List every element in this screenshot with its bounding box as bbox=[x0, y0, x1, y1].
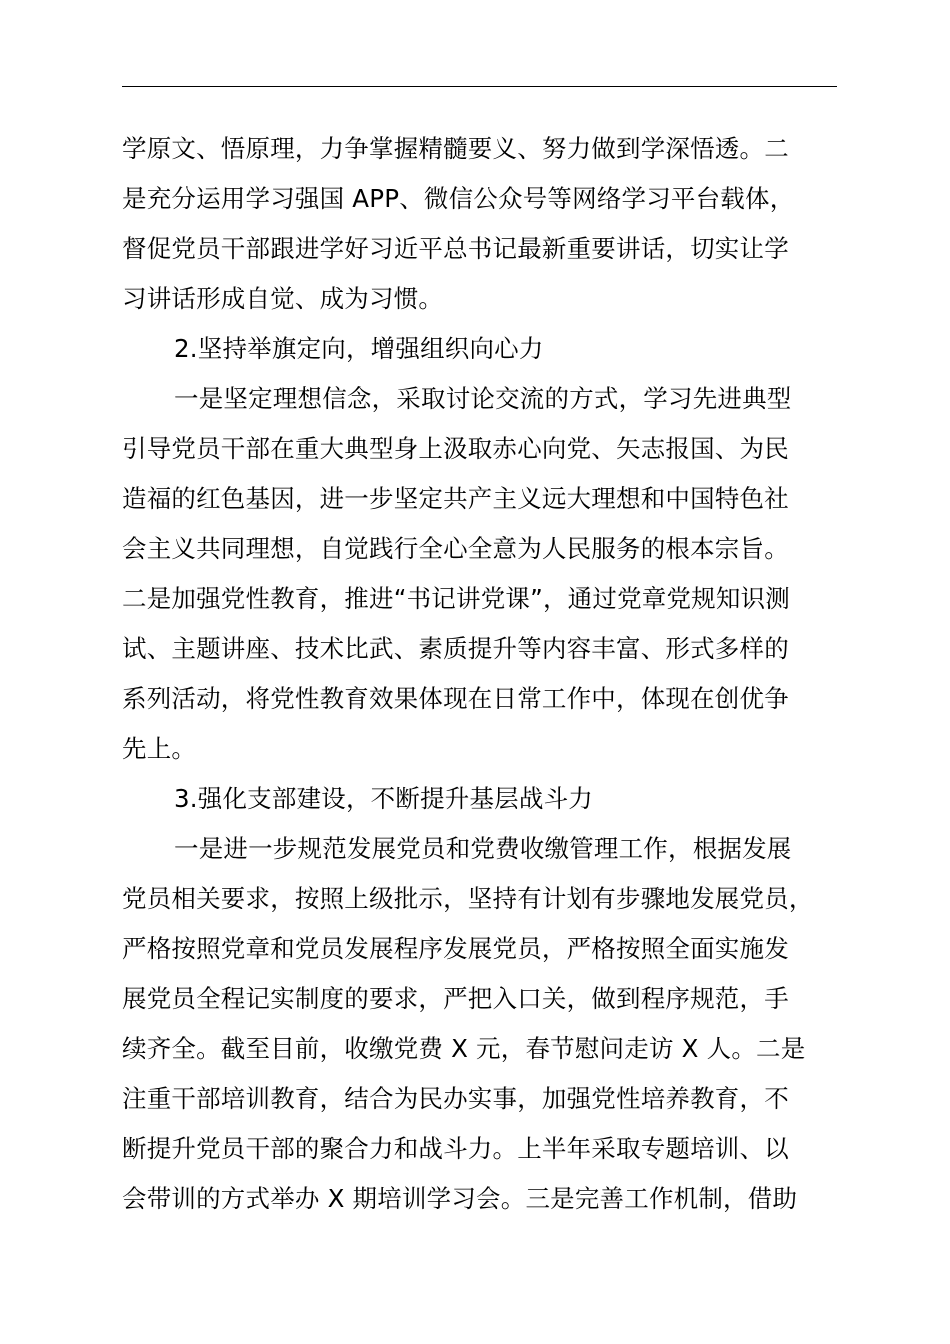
text-line: 试、主题讲座、技术比武、素质提升等内容丰富、形式多样的 bbox=[122, 634, 789, 663]
text-line: 会主义共同理想，自觉践行全心全意为人民服务的根本宗旨。 bbox=[122, 534, 789, 563]
text-line: 注重干部培训教育，结合为民办实事，加强党性培养教育，不 bbox=[122, 1084, 789, 1113]
text-line: 习讲话形成自觉、成为习惯。 bbox=[122, 284, 444, 313]
text-line: 学原文、悟原理，力争掌握精髓要义、努力做到学深悟透。二 bbox=[122, 134, 789, 163]
text-line: 展党员全程记实制度的要求，严把入口关，做到程序规范，手 bbox=[122, 984, 789, 1013]
text-line: 先上。 bbox=[122, 734, 197, 763]
text-line: 二是加强党性教育，推进“书记讲党课”，通过党章党规知识测 bbox=[122, 584, 790, 613]
text-line: 续齐全。截至目前，收缴党费 X 元，春节慰问走访 X 人。二是 bbox=[122, 1034, 806, 1063]
text-line: 督促党员干部跟进学好习近平总书记最新重要讲话，切实让学 bbox=[122, 234, 789, 263]
section-heading: 3.强化支部建设，不断提升基层战斗力 bbox=[174, 784, 593, 813]
text-line: 引导党员干部在重大典型身上汲取赤心向党、矢志报国、为民 bbox=[122, 434, 789, 463]
header-rule bbox=[122, 86, 837, 87]
text-line: 党员相关要求，按照上级批示，坚持有计划有步骤地发展党员， bbox=[122, 884, 814, 913]
section-heading: 2.坚持举旗定向，增强组织向心力 bbox=[174, 334, 544, 363]
text-line: 严格按照党章和党员发展程序发展党员，严格按照全面实施发 bbox=[122, 934, 789, 963]
text-line: 会带训的方式举办 X 期培训学习会。三是完善工作机制，借助 bbox=[122, 1184, 798, 1213]
text-line: 断提升党员干部的聚合力和战斗力。上半年采取专题培训、以 bbox=[122, 1134, 789, 1163]
paragraph-start: 一是进一步规范发展党员和党费收缴管理工作，根据发展 bbox=[174, 834, 792, 863]
text-line: 造福的红色基因，进一步坚定共产主义远大理想和中国特色社 bbox=[122, 484, 789, 513]
text-line: 是充分运用学习强国 APP、微信公众号等网络学习平台载体， bbox=[122, 184, 795, 213]
paragraph-start: 一是坚定理想信念，采取讨论交流的方式，学习先进典型 bbox=[174, 384, 792, 413]
document-body bbox=[122, 124, 842, 1224]
text-line: 系列活动，将党性教育效果体现在日常工作中，体现在创优争 bbox=[122, 684, 789, 713]
